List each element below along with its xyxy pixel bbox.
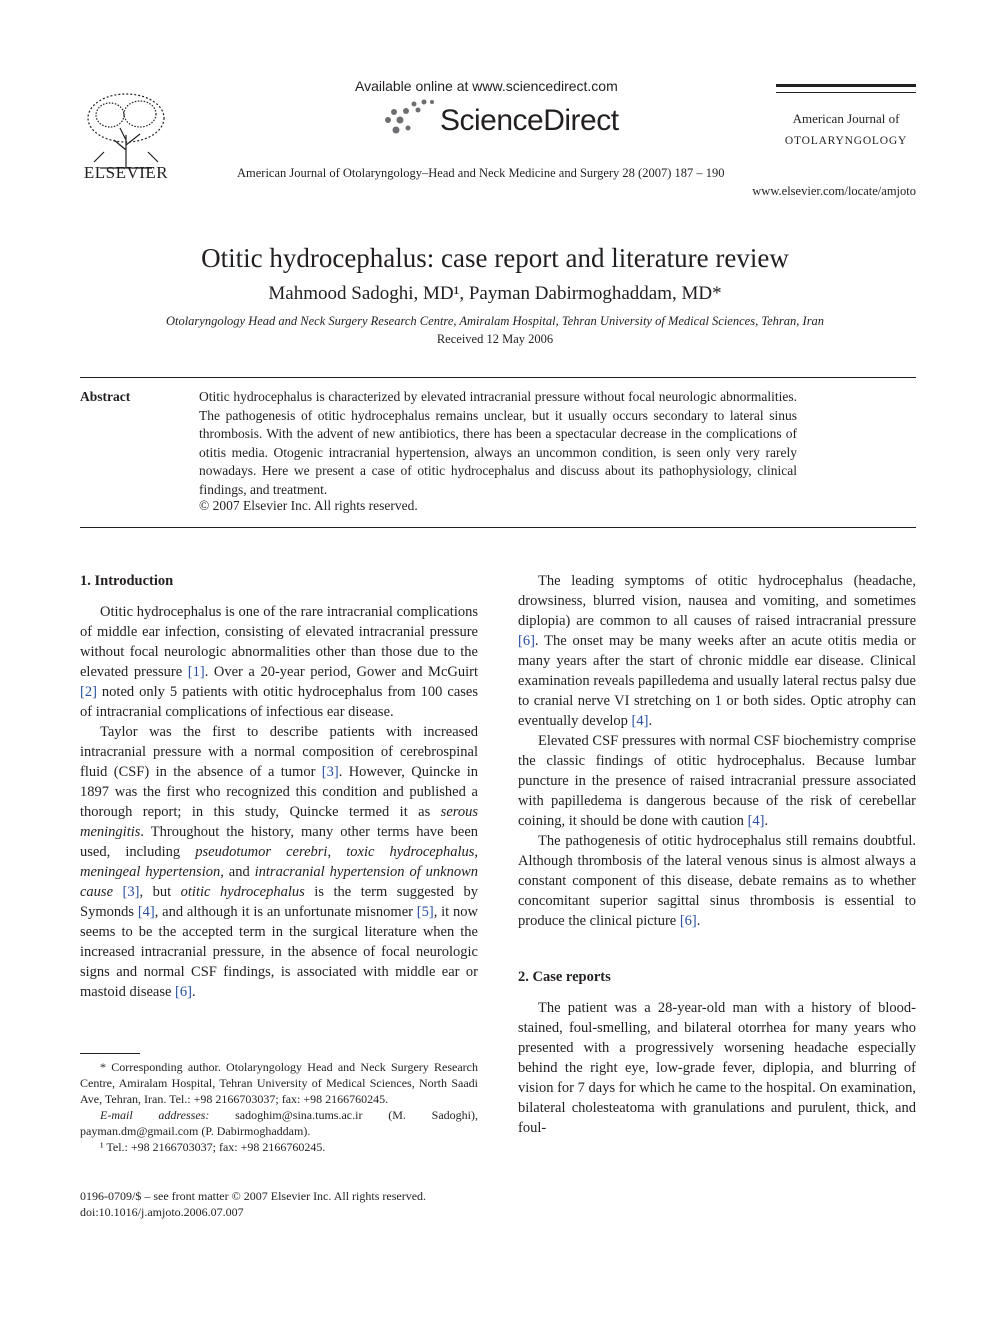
right-column	[518, 571, 916, 1138]
abstract-copyright: © 2007 Elsevier Inc. All rights reserved.	[199, 498, 418, 513]
front-matter: 0196-0709/$ – see front matter © 2007 Elsevier Inc. All rights reserved. doi:10.1016/j.amjoto.2006.07.007	[80, 1189, 427, 1219]
citation-link[interactable]: [3]	[122, 884, 140, 900]
citation-link[interactable]: [6]	[518, 633, 535, 649]
citation-link[interactable]: [4]	[137, 904, 155, 920]
citation-link[interactable]: [3]	[321, 764, 339, 780]
citation-link[interactable]: [2]	[80, 684, 97, 700]
citation-link[interactable]: [1]	[187, 664, 205, 680]
abstract-label: Abstract	[80, 389, 131, 404]
citation-link[interactable]: [4]	[631, 713, 649, 729]
abstract-top-rule	[80, 377, 916, 378]
intro-paragraph-2: Taylor was the first to describe patients with increased intracranial pressure with a normal composition of cerebrospinal fluid (CSF) in the absence of a tumor [3]. However, Quincke in 1897 was the first who recognized this condition and published a thorough report; in this study, Quincke termed it as serous meningitis. Throughout the history, many other terms have been used, including pseudotumor cerebri, toxic hydrocephalus, meningeal hypertension, and intracranial hypertension of unknown cause [3], but otitic hydrocephalus is the term suggested by Symonds [4], and although it is an unfortunate misnomer [5], it now seems to be the accepted term in the surgical literature when the increased intracranial pressure, in the absence of focal neurologic signs and normal CSF findings, is associated with middle ear or mastoid disease [6].	[80, 724, 479, 1000]
citation-link[interactable]: [6]	[175, 984, 192, 1000]
journal-url: www.elsevier.com/locate/amjoto	[752, 184, 916, 198]
footnotes	[80, 1059, 478, 1155]
citation-link[interactable]: [6]	[679, 913, 697, 929]
author-affiliation: Otolaryngology Head and Neck Surgery Research Centre, Amiralam Hospital, Tehran University of Medical Sciences, Tehran, Iran	[165, 314, 825, 328]
abstract-text: Otitic hydrocephalus is characterized by elevated intracranial pressure without focal neurologic abnormalities. The pathogenesis of otitic hydrocephalus remains unclear, but it usually occurs secondary to lateral sinus thrombosis. With the advent of new antibiotics, there has been a spectacular decrease in the complications of otitis media. Otogenic intracranial hypertension, always an uncommon condition, is seen only very rarely nowadays. Here we present a case of otitic hydrocephalus and discuss about its pathophysiology, clinical findings, and treatment.	[199, 389, 797, 497]
citation-link[interactable]: [4]	[747, 813, 765, 829]
citation-link[interactable]: [5]	[416, 904, 434, 920]
intro-paragraph-1: Otitic hydrocephalus is one of the rare intracranial complications of middle ear infection, consisting of elevated intracranial pressure without focal neurologic abnormalities other than those due to the elevated pressure [1]. Over a 20-year period, Gower and McGuirt [2] noted only 5 patients with otitic hydrocephalus from 100 cases of intracranial complications of infectious ear disease.	[80, 604, 478, 720]
section-heading-case-reports: 2. Case reports	[518, 969, 611, 985]
corresponding-author-note: * Corresponding author. Otolaryngology Head and Neck Surgery Research Centre, Amiralam Hospital, Tehran University of Medical Sciences, North Saadi Ave, Tehran, Iran. Tel.: +98 2166703037; fax: +98 2166760245.	[80, 1060, 478, 1106]
abstract-bottom-rule	[80, 527, 916, 528]
section-heading-introduction: 1. Introduction	[80, 573, 174, 589]
received-date: Received 12 May 2006	[436, 332, 554, 346]
article-authors: Mahmood Sadoghi, MD¹, Payman Dabirmoghaddam, MD*	[268, 283, 722, 304]
intro-paragraph-4: Elevated CSF pressures with normal CSF biochemistry comprise the classic findings of otitic hydrocephalus. Because lumbar puncture in the presence of raised intracranial pressure associated with papilledema is dangerous because of the risk of cerebellar coining, it should be done with caution [4].	[518, 733, 916, 829]
journal-name-line2: OTOLARYNGOLOGY	[784, 135, 908, 147]
sciencedirect-wordmark: ScienceDirect	[440, 104, 619, 137]
intro-paragraph-3: The leading symptoms of otitic hydrocephalus (headache, drowsiness, blurred vision, nausea and vomiting, and sometimes diplopia) are common to all causes of raised intracranial pressure [6]. The onset may be many weeks after an acute otitis media or many years after the start of chronic middle ear disease. Clinical examination reveals papilledema and usually lateral rectus palsy due to cranial nerve VI stretching on 1 or both sides. Optic atrophy can eventually develop [4].	[518, 573, 916, 729]
footnote-1: ¹ Tel.: +98 2166703037; fax: +98 2166760245.	[100, 1140, 326, 1154]
left-column	[80, 571, 478, 1002]
case-paragraph-1: The patient was a 28-year-old man with a history of blood-stained, foul-smelling, and bilateral otorrhea for many years who presented with a progressively worsening headache especially behind the right eye, low-grade fever, diplopia, and blurring of vision for 7 days for which he came to the hospital. On examination, bilateral cholesteatoma with granulations and purulent, thick, and foul-	[518, 1000, 916, 1136]
intro-paragraph-5: The pathogenesis of otitic hydrocephalus still remains doubtful. Although thrombosis of the lateral venous sinus is almost always a constant component of this disease, debate remains as to whether concomitant superior sagittal sinus thrombosis is essential to produce the clinical picture [6].	[518, 833, 916, 929]
doi: doi:10.1016/j.amjoto.2006.07.007	[80, 1205, 244, 1219]
available-online-text: Available online at www.sciencedirect.com	[355, 78, 618, 94]
journal-citation: American Journal of Otolaryngology–Head and Neck Medicine and Surgery 28 (2007) 187 – 190	[237, 166, 725, 180]
email-note: E-mail addresses: sadoghim@sina.tums.ac.ir (M. Sadoghi), payman.dm@gmail.com (P. Dabirmoghaddam).	[80, 1108, 478, 1138]
article-title: Otitic hydrocephalus: case report and literature review	[201, 243, 789, 273]
journal-rule-thin	[776, 92, 916, 93]
footnote-rule	[80, 1053, 140, 1054]
publisher-wordmark: ELSEVIER	[83, 163, 169, 182]
journal-rule-thick	[776, 84, 916, 87]
journal-name-line1: American Journal of	[792, 111, 900, 126]
